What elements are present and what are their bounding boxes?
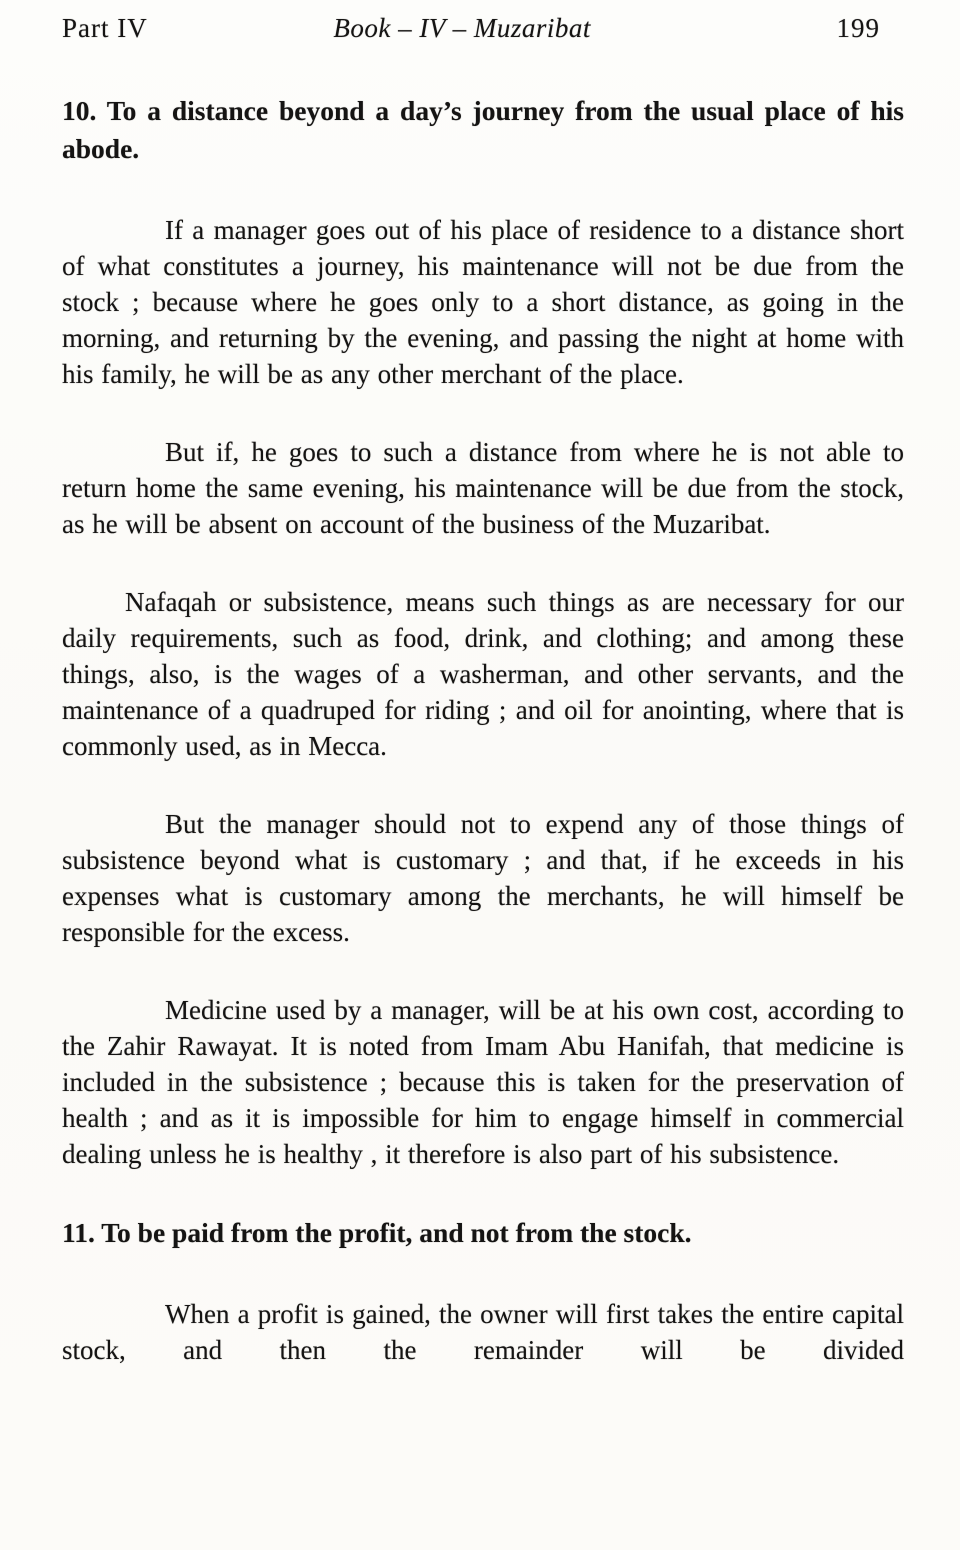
book-title: Book – IV – Muzaribat (333, 13, 591, 43)
paragraph-6: When a profit is gained, the owner will first takes the entire capital stock, and then the remainder will be divided (62, 1299, 904, 1365)
section-11-heading: 11. To be paid from the profit, and not from the stock. (62, 1217, 692, 1248)
paragraph-3: Nafaqah or subsistence, means such things as are necessary for our daily requirements, such as food, drink, and clothing; and among these things, also, is the wages of a washerman, and other servants, and the maintenance of a quadruped for riding ; and oil for anointing, where that is commonly used, as in Mecca. (62, 587, 904, 761)
section-10-heading: 10. To a distance beyond a day’s journey from the usual place of his abode. (62, 95, 904, 164)
paragraph-4: But the manager should not to expend any of those things of subsistence beyond what is customary ; and that, if he exceeds in his expenses what is customary among the merchants, he will himself be responsible for the excess. (62, 809, 904, 947)
paragraph-2: But if, he goes to such a distance from where he is not able to return home the same evening, his maintenance will be due from the stock, as he will be absent on account of the business of the Muzaribat. (62, 437, 904, 539)
section-11 (62, 1214, 904, 1368)
paragraph-1: If a manager goes out of his place of residence to a distance short of what constitutes a journey, his maintenance will not be due from the stock ; because where he goes only to a short distance, as going in the morning, and returning by the evening, and passing the night at home with his family, he will be as any other merchant of the place. (62, 215, 904, 389)
running-head (62, 10, 904, 46)
page-number: 199 (836, 13, 880, 43)
part-label: Part IV (62, 13, 148, 43)
paragraph-5: Medicine used by a manager, will be at his own cost, according to the Zahir Rawayat. It is noted from Imam Abu Hanifah, that medicine is included in the subsistence ; because this is taken for the preservation of health ; and as it is impossible for him to engage himself in commercial dealing unless he is healthy , it therefore is also part of his subsistence. (62, 995, 904, 1169)
section-10 (62, 92, 904, 1172)
